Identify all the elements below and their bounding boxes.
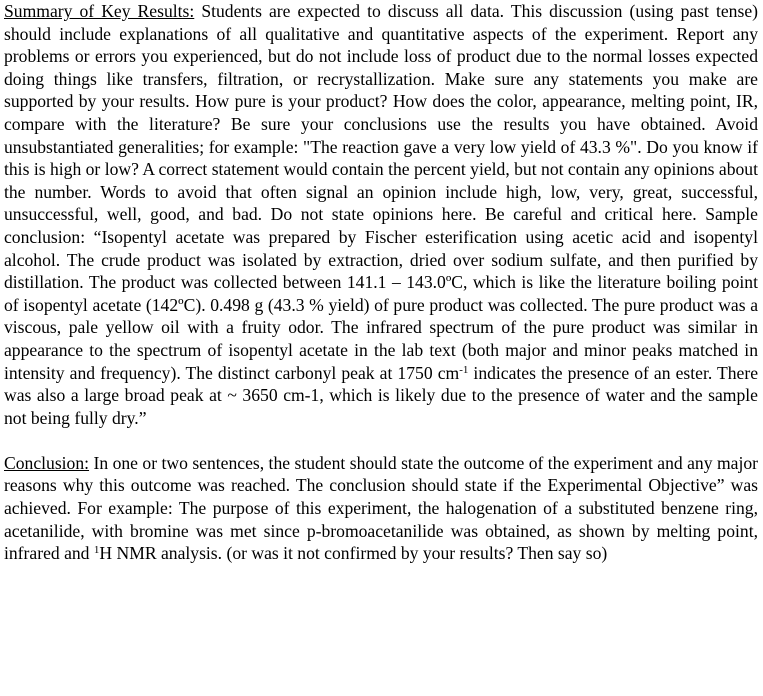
conclusion-text-part-1: In one or two sentences, the student should state the outcome of the experiment and any major reasons why this outcome was reached. The conclusion should state if the Experimental Objective” was achieved. For example: The purpose of this experiment, the halogenation of a substituted benzene ring, acetanilide, with bromine was met since p-bromoacetanilide was obtained, as shown by melting point, infrared and [4,452,758,564]
conclusion-heading: Conclusion: [4,452,90,473]
summary-paragraph [4,0,758,429]
summary-text-part-2: indicates the presence of an ester. There was also a large broad peak at ~ 3650 cm-1, which is likely due to the presence of water and the sample not being fully dry.” [4,362,759,428]
conclusion-superscript: 1 [93,544,100,557]
conclusion-text-part-2: H NMR analysis. (or was it not confirmed by your results? Then say so) [99,543,608,564]
summary-superscript: -1 [459,363,469,376]
summary-text-part-1: Students are expected to discuss all data. This discussion (using past tense) should include explanations of all qualitative and quantitative aspects of the experiment. Report any problems or errors you experienced, but do not include loss of product due to the normal losses expected doing things like transfers, filtration, or recrystallization. Make sure any statements you make are supported by your results. How pure is your product? How does the color, appearance, melting point, IR, compare with the literature? Be sure your conclusions use the results you have obtained. Avoid unsubstantiated generalities; for example: "The reaction gave a very low yield of 43.3 %". Do you know if this is high or low? A correct statement would contain the percent yield, but not contain any opinions about the number. Words to avoid that often signal an opinion include high, low, very, great, successful, unsuccessful, well, good, and bad. Do not state opinions here. Be careful and critical here. Sample conclusion: “Isopentyl acetate was prepared by Fischer esterification using acetic acid and isopentyl alcohol. The crude product was isolated by extraction, dried over sodium sulfate, and then purified by distillation. The product was collected between 141.1 – 143.0ºC, which is like the literature boiling point of isopentyl acetate (142ºC). 0.498 g (43.3 % yield) of pure product was collected. The pure product was a viscous, pale yellow oil with a fruity odor. The infrared spectrum of the pure product was similar in appearance to the spectrum of isopentyl acetate in the lab text (both major and minor peaks matched in intensity and frequency). The distinct carbonyl peak at 1750 cm [4,1,758,383]
paragraph-spacer [4,429,758,452]
conclusion-paragraph [4,452,758,565]
summary-heading: Summary of Key Results: [4,1,195,21]
document-page [4,0,758,565]
